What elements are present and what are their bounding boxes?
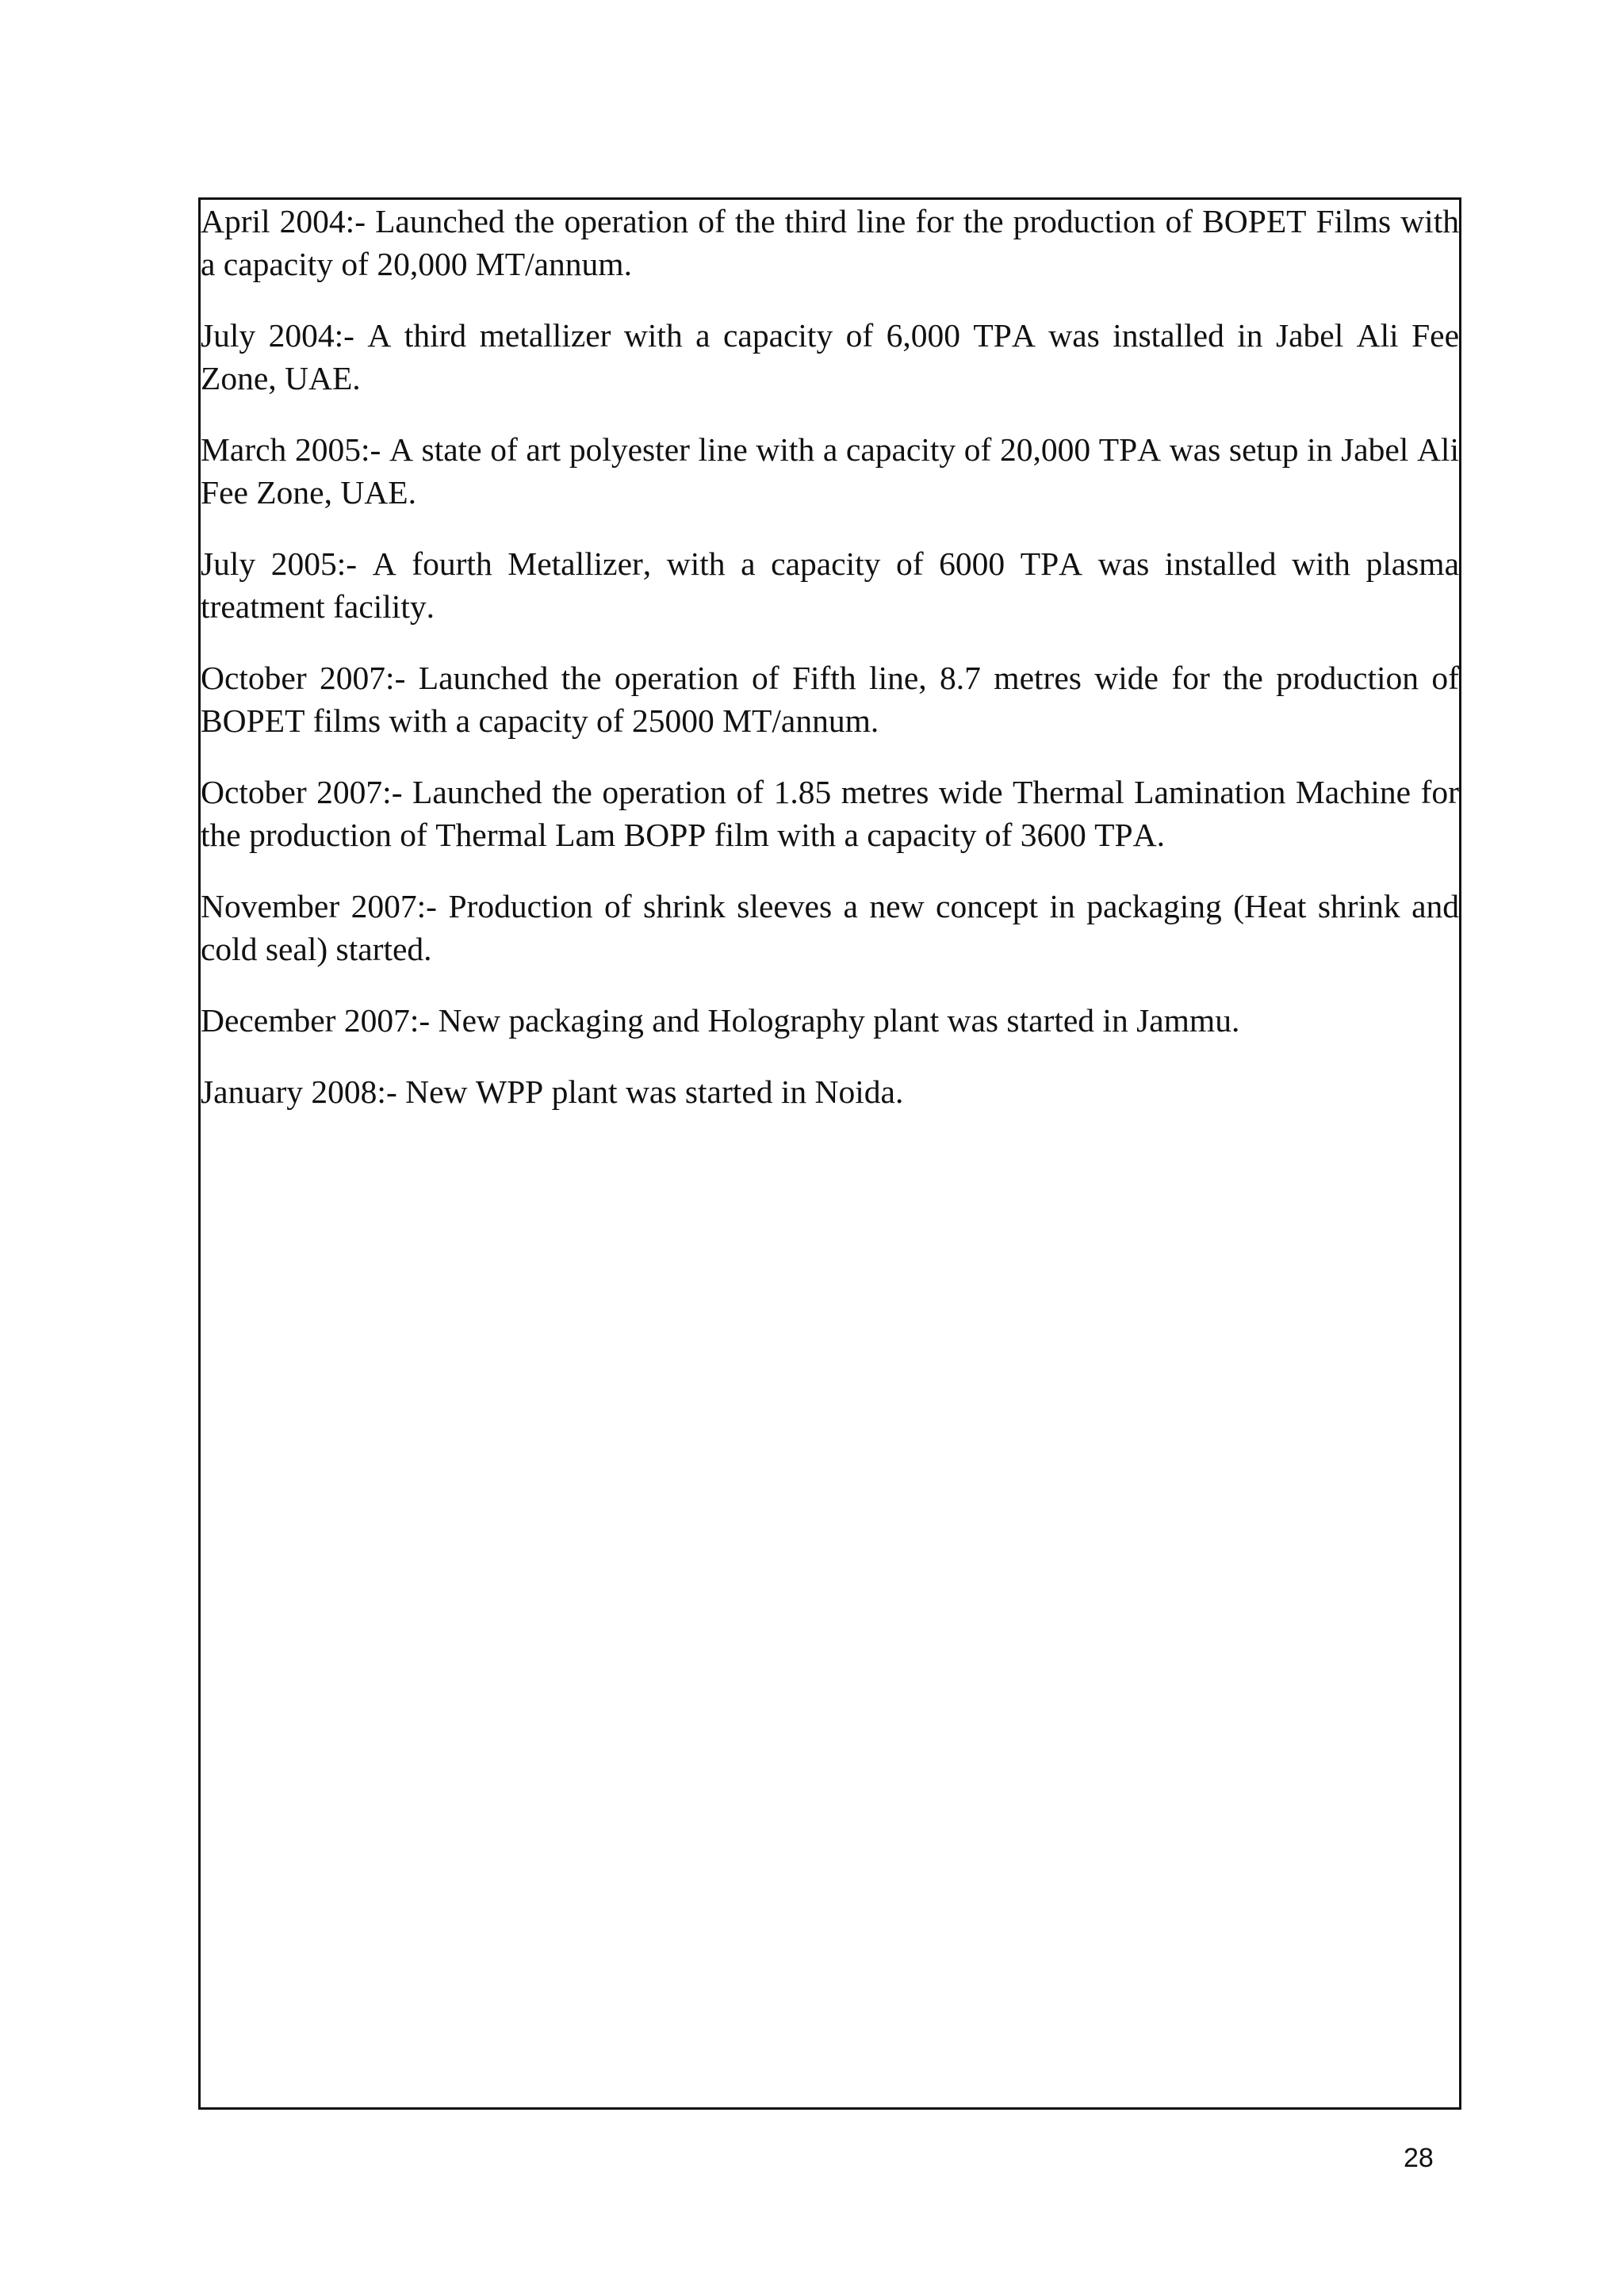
entry-date: July 2004:- (201, 317, 354, 354)
entry-date: December 2007:- (201, 1002, 431, 1039)
entry-date: July 2005:- (201, 545, 358, 582)
entry-description: New WPP plant was started in Noida. (405, 1073, 904, 1110)
entry-description: A state of art polyester line with a capacity of 20,000 TPA was setup in Jabel Ali Fee Zone, UAE. (201, 431, 1459, 511)
entry-description: Production of shrink sleeves a new concept in packaging (Heat shrink and cold seal) started. (201, 888, 1459, 967)
entry-description: Launched the operation of 1.85 metres wide Thermal Lamination Machine for the production of Thermal Lam BOPP film with a capacity of 3600 TPA. (201, 774, 1459, 853)
entry-description: New packaging and Holography plant was started in Jammu. (438, 1002, 1240, 1039)
timeline-entry (201, 656, 1459, 742)
timeline-entry (201, 1070, 1459, 1113)
timeline-entry (201, 200, 1459, 285)
entry-description: A third metallizer with a capacity of 6,000 TPA was installed in Jabel Ali Fee Zone, UAE. (201, 317, 1460, 396)
entry-date: November 2007:- (201, 888, 437, 924)
entry-description: Launched the operation of the third line for the production of BOPET Films with a capacity of 20,000 MT/annum. (201, 203, 1459, 282)
timeline-entry (201, 771, 1459, 856)
entry-date: January 2008:- (201, 1073, 397, 1110)
page-number: 28 (1404, 2143, 1434, 2173)
timeline-entry (201, 314, 1459, 400)
entry-date: October 2007:- (201, 660, 406, 696)
timeline-entry (201, 999, 1459, 1042)
timeline-entry (201, 428, 1459, 514)
content-box (198, 197, 1461, 2110)
entry-date: October 2007:- (201, 774, 403, 810)
timeline-entry (201, 542, 1459, 628)
timeline-entry (201, 885, 1459, 970)
entry-date: March 2005:- (201, 431, 381, 468)
entry-description: Launched the operation of Fifth line, 8.7 metres wide for the production of BOPET films with a capacity of 25000 MT/annum. (201, 660, 1459, 739)
entry-date: April 2004:- (201, 203, 366, 239)
entry-description: A fourth Metallizer, with a capacity of 6000 TPA was installed with plasma treatment facility. (201, 545, 1460, 625)
